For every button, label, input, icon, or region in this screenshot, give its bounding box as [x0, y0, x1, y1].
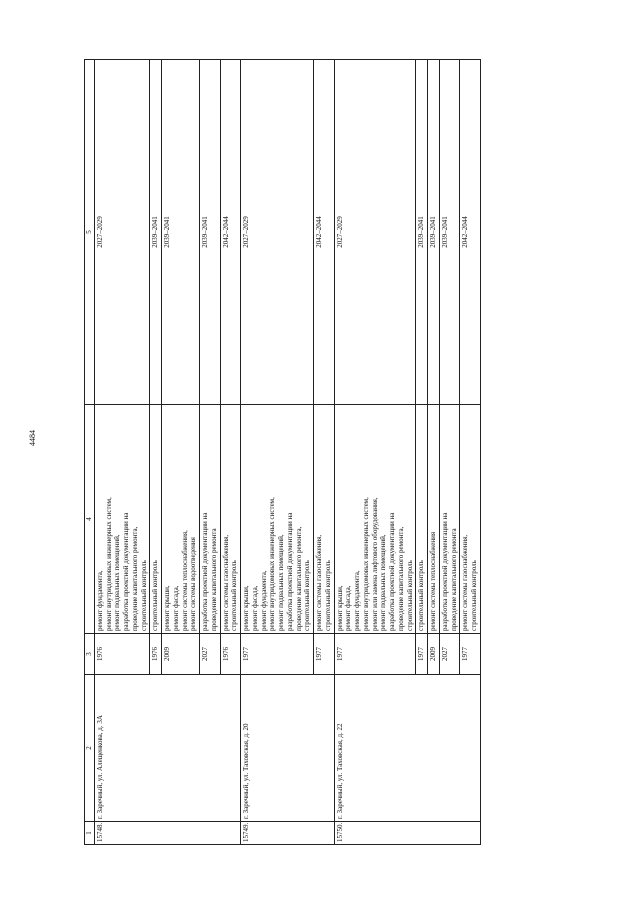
work-line: разработка проектной документации на — [388, 512, 396, 631]
year-cell: 1977 — [416, 634, 428, 675]
address-cell: г. Заречный, ул. Алещенкова, д. 3А — [94, 675, 240, 822]
work-line: ремонт фасада, — [344, 585, 353, 631]
works-cell — [150, 405, 162, 634]
year-cell: 1976 — [150, 634, 162, 675]
work-line: ремонт фасада, — [250, 585, 259, 631]
works-cell — [416, 405, 428, 634]
row-number: 15748. — [94, 822, 240, 845]
works-cell — [428, 405, 440, 634]
period-cell: 2039–2041 — [162, 60, 200, 405]
table-row — [241, 60, 314, 845]
period-cell: 2042–2044 — [460, 60, 481, 405]
work-line: ремонт крыши, — [163, 585, 171, 631]
column-header-1: 1 — [85, 822, 95, 845]
work-line: разработка проектной документации на — [201, 512, 209, 631]
year-cell: 1976 — [220, 634, 241, 675]
year-cell: 2027 — [439, 634, 460, 675]
work-line: ремонт фундамента, — [259, 570, 268, 631]
address-cell: г. Заречный, ул. Таховская, д. 22 — [334, 675, 480, 822]
work-line: ремонт фасада, — [171, 585, 180, 631]
works-cell — [220, 405, 241, 634]
work-line: проведение капитального ремонта, — [396, 526, 405, 631]
period-cell: 2027–2029 — [94, 60, 150, 405]
column-header-3: 3 — [85, 634, 95, 675]
year-cell: 1977 — [460, 634, 481, 675]
column-header-5: 5 — [85, 60, 95, 405]
works-cell — [460, 405, 481, 634]
work-line: проведение капитального ремонта — [449, 528, 458, 631]
table-body — [94, 60, 480, 845]
year-cell: 1977 — [241, 634, 314, 675]
works-cell — [94, 405, 150, 634]
work-line: строительный контроль — [417, 560, 426, 631]
rotated-table-container — [84, 85, 604, 845]
work-line: разработка проектной документации на — [285, 512, 294, 631]
work-line: ремонт системы газоснабжения, — [461, 534, 470, 631]
year-cell: 2009 — [428, 634, 440, 675]
year-cell: 2027 — [200, 634, 221, 675]
work-line: ремонт системы водоотведения — [189, 537, 198, 631]
year-cell: 1977 — [314, 634, 335, 675]
period-cell: 2042–2044 — [314, 60, 335, 405]
year-cell: 1977 — [334, 634, 416, 675]
work-line: ремонт внутридомовых инженерных систем, — [361, 497, 370, 631]
works-cell — [439, 405, 460, 634]
work-line: разработка проектной документации на — [122, 512, 130, 631]
period-cell: 2039–2041 — [439, 60, 460, 405]
period-cell: 2039–2041 — [416, 60, 428, 405]
work-line: ремонт фундамента, — [95, 570, 104, 631]
column-header-2: 2 — [85, 675, 95, 822]
period-cell: 2027–2029 — [241, 60, 314, 405]
table-row — [334, 60, 416, 845]
work-line: ремонт крыши, — [242, 585, 250, 631]
works-cell — [314, 405, 335, 634]
work-line: проведение капитального ремонта, — [294, 526, 303, 631]
row-number: 15749. — [241, 822, 335, 845]
works-cell — [334, 405, 416, 634]
work-line: ремонт или замена лифтового оборудования, — [370, 497, 379, 631]
work-line: проведение капитального ремонта — [209, 528, 218, 631]
work-line: ремонт внутридомовых инженерных систем, — [268, 497, 277, 631]
work-line: разработка проектной документации на — [440, 512, 449, 631]
row-number: 15750. — [334, 822, 480, 845]
page-number: 4484 — [28, 430, 37, 446]
period-cell: 2039–2041 — [200, 60, 221, 405]
header-row — [85, 60, 95, 845]
work-line: ремонт системы газоснабжения, — [221, 534, 230, 631]
work-line: строительный контроль — [230, 560, 239, 631]
work-line: ремонт крыши, — [335, 585, 344, 631]
repair-schedule-table — [84, 59, 481, 845]
works-cell — [200, 405, 221, 634]
work-line: ремонт внутридомовых инженерных систем, — [104, 497, 113, 631]
period-cell: 2039–2041 — [428, 60, 440, 405]
period-cell: 2027–2029 — [334, 60, 416, 405]
year-cell: 2009 — [162, 634, 200, 675]
work-line: ремонт системы теплоснабжения — [429, 531, 437, 631]
period-cell: 2042–2044 — [220, 60, 241, 405]
work-line: строительный контроль — [151, 560, 160, 631]
work-line: ремонт подвальных помещений, — [277, 534, 285, 631]
work-line: строительный контроль — [405, 560, 414, 631]
work-line: ремонт системы теплоснабжения, — [180, 530, 189, 631]
work-line: проведение капитального ремонта, — [130, 526, 139, 631]
work-line: ремонт подвальных помещений, — [379, 534, 388, 631]
period-cell: 2039–2041 — [150, 60, 162, 405]
year-cell: 1976 — [94, 634, 150, 675]
works-cell — [241, 405, 314, 634]
work-line: строительный контроль — [303, 560, 312, 631]
work-line: ремонт подвальных помещений, — [113, 534, 122, 631]
address-cell: г. Заречный, ул. Таховская, д. 20 — [241, 675, 335, 822]
work-line: строительный контроль — [323, 560, 332, 631]
work-line: ремонт системы газоснабжения, — [315, 534, 323, 631]
works-cell — [162, 405, 200, 634]
work-line: строительный контроль — [470, 560, 478, 631]
column-header-4: 4 — [85, 405, 95, 634]
work-line: строительный контроль — [139, 560, 148, 631]
table-row — [94, 60, 150, 845]
work-line: ремонт фундамента, — [353, 570, 361, 631]
